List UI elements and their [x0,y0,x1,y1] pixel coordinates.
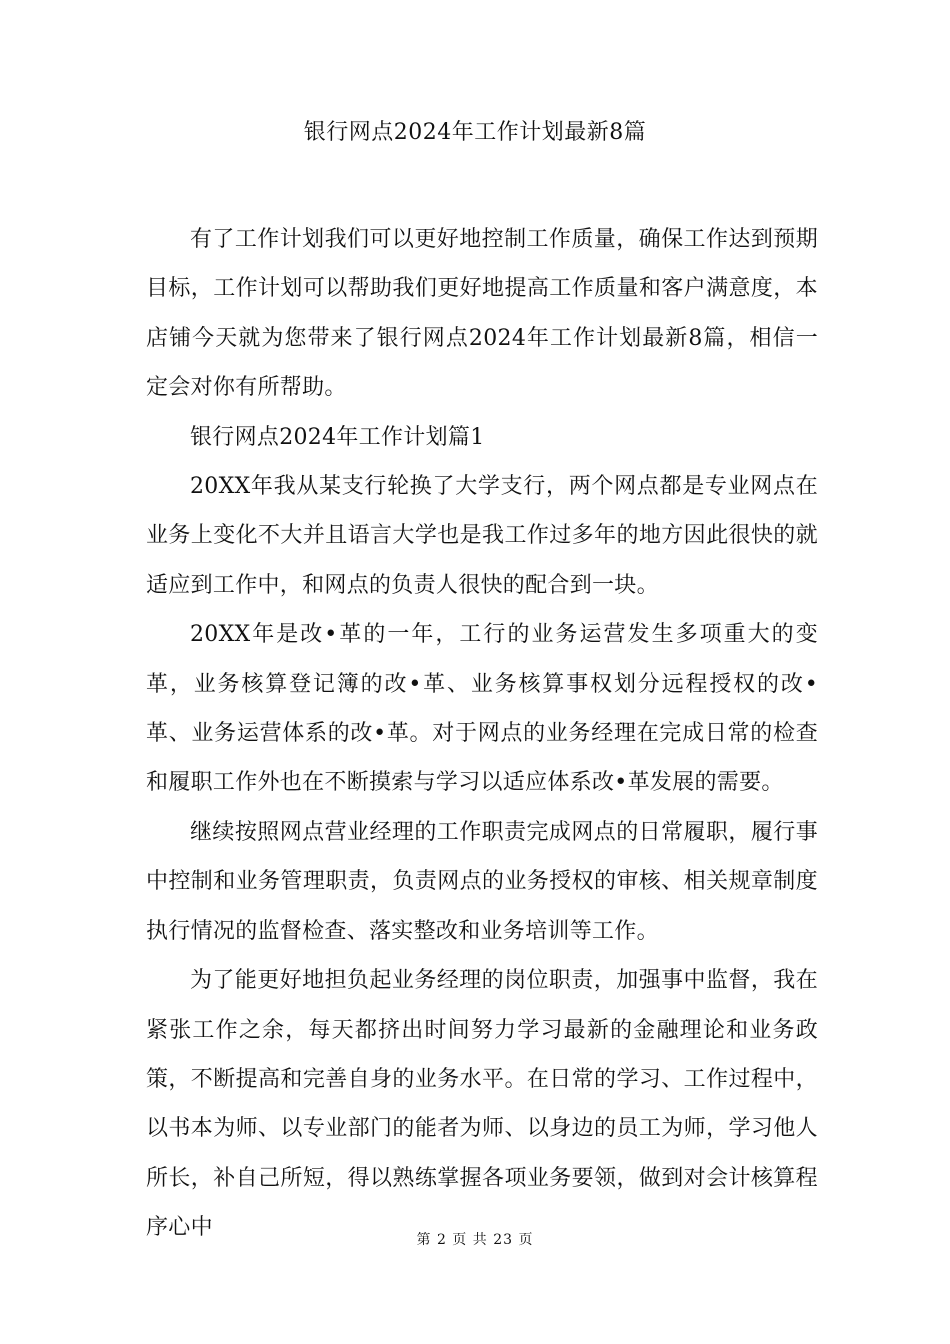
body-paragraph: 继续按照网点营业经理的工作职责完成网点的日常履职，履行事中控制和业务管理职责，负责网点的业务授权的审核、相关规章制度执行情况的监督检查、落实整改和业务培训等工作。 [146,819,818,944]
body-paragraph: 为了能更好地担负起业务经理的岗位职责，加强事中监督，我在紧张工作之余，每天都挤出时间努力学习最新的金融理论和业务政策，不断提高和完善自身的业务水平。在日常的学习、工作过程中，以书本为师、以专业部门的能者为师、以身边的员工为师，学习他人所长，补自己所短，得以熟练掌握各项业务要领，做到对会计核算程序心中 [146,968,818,1241]
intro-paragraph: 有了工作计划我们可以更好地控制工作质量，确保工作达到预期目标，工作计划可以帮助我们更好地提高工作质量和客户满意度，本店铺今天就为您带来了银行网点2024年工作计划最新8篇，相信一定会对你有所帮助。 [146,227,818,401]
section-heading: 银行网点2024年工作计划篇1 [190,424,485,450]
document-title: 银行网点2024年工作计划最新8篇 [303,120,647,145]
page-number-footer: 第 2 页 共 23 页 [416,1232,534,1248]
document-body [146,215,818,1253]
body-paragraph: 20XX年是改•革的一年，工行的业务运营发生多项重大的变革，业务核算登记簿的改•革、业务核算事权划分远程授权的改•革、业务运营体系的改•革。对于网点的业务经理在完成日常的检查和履职工作外也在不断摸索与学习以适应体系改•革发展的需要。 [146,622,818,796]
body-paragraph: 20XX年我从某支行轮换了大学支行，两个网点都是专业网点在业务上变化不大并且语言大学也是我工作过多年的地方因此很快的就适应到工作中，和网点的负责人很快的配合到一块。 [146,474,818,598]
